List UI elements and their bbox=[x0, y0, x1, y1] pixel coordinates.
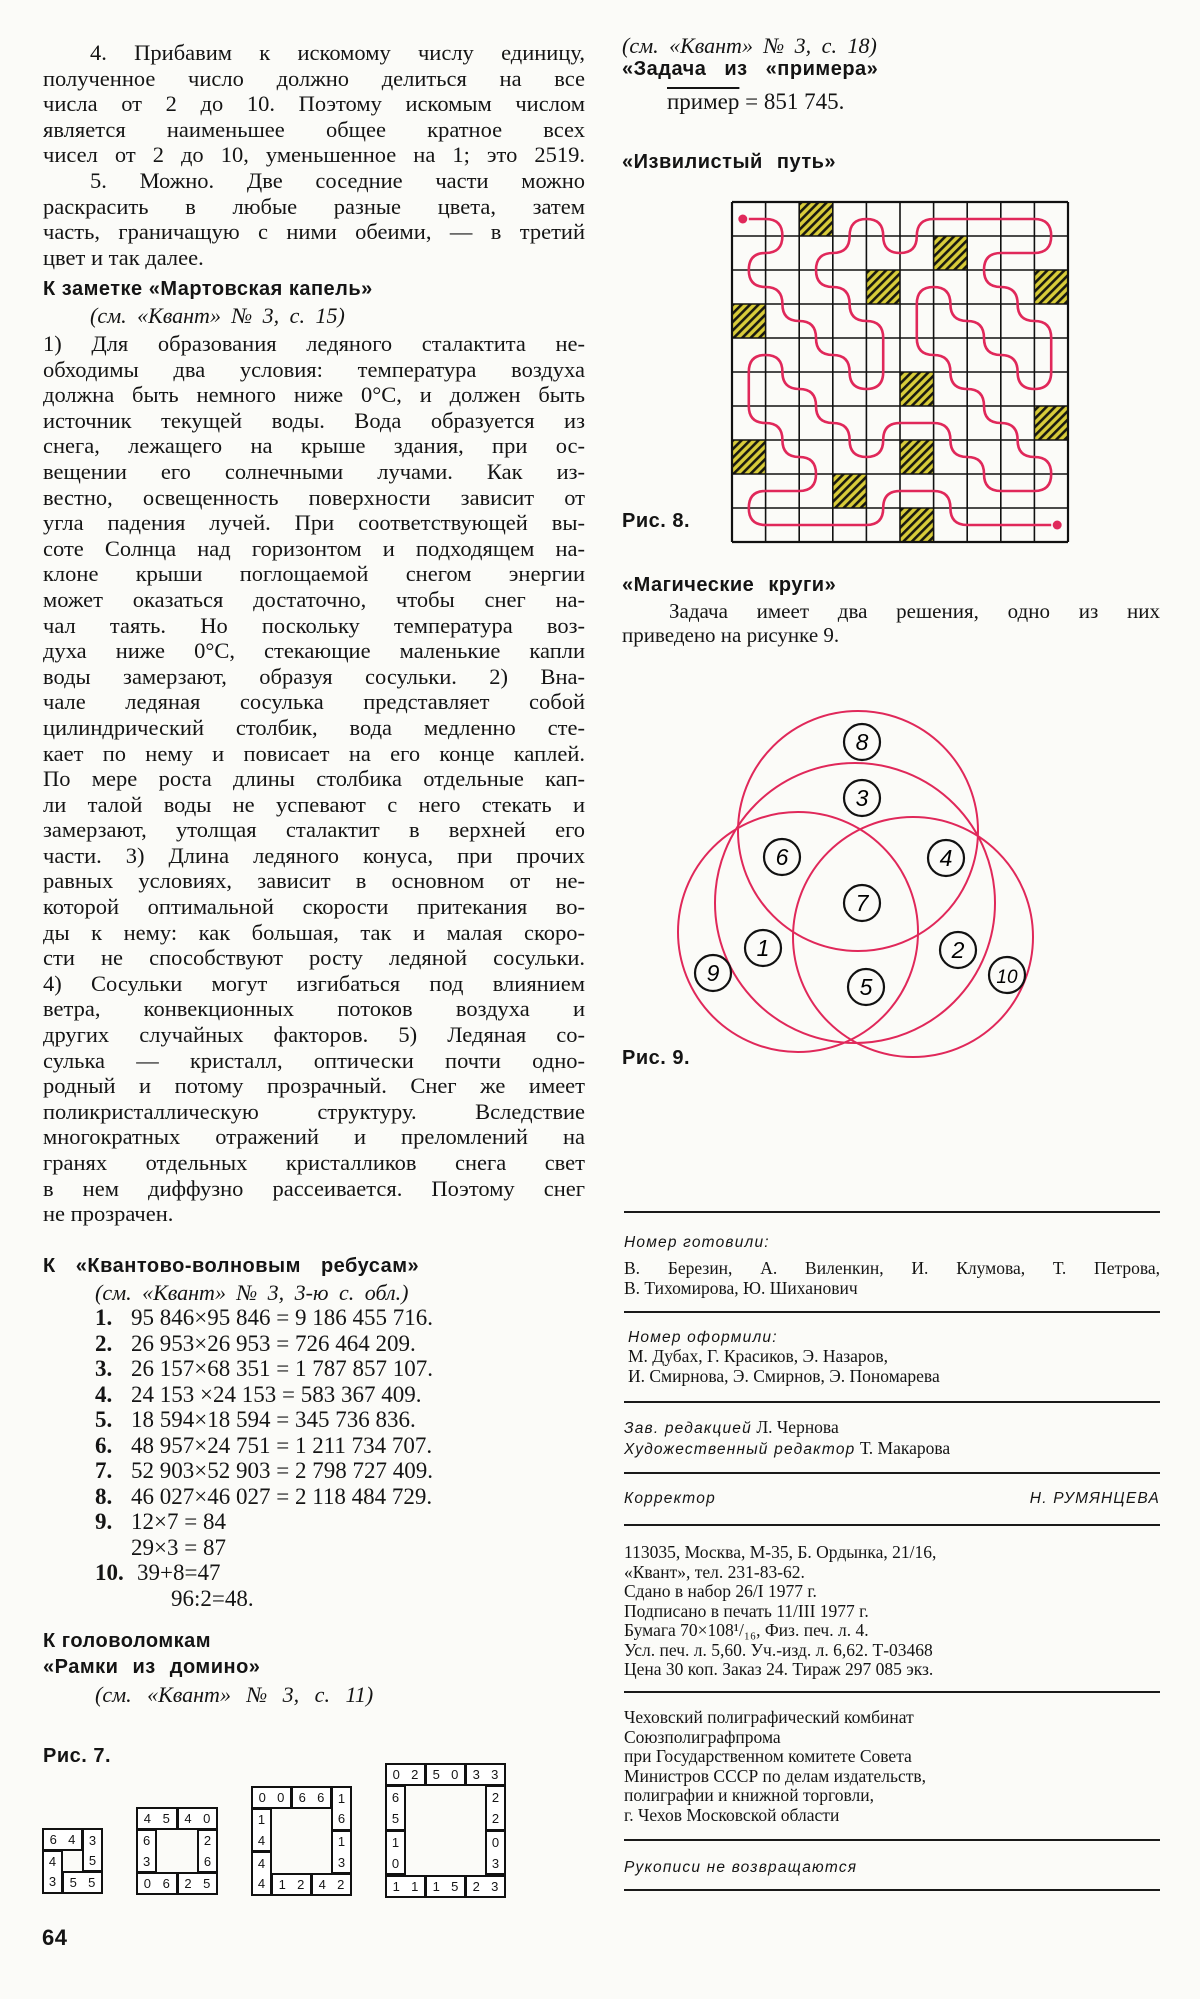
number-label: 3 bbox=[855, 785, 869, 811]
number-badge bbox=[844, 885, 880, 921]
number-label: 10 bbox=[996, 967, 1018, 988]
names-line: И. Смирнова, Э. Смирнов, Э. Пономарева bbox=[628, 1365, 940, 1386]
answer-expression: 39+8=47 bbox=[137, 1560, 221, 1585]
maze-heading: «Извилистый путь» bbox=[622, 151, 837, 173]
domino-pip-value: 2 bbox=[184, 1876, 192, 1892]
text-line: По мере роста длины столбика отдельные кап- bbox=[43, 766, 585, 792]
rebus-answer-row bbox=[95, 1560, 433, 1586]
domino-pip-value: 4 bbox=[48, 1854, 57, 1870]
domino-tile bbox=[177, 1872, 219, 1895]
domino-pip-value: 3 bbox=[48, 1874, 57, 1890]
number-badge bbox=[745, 930, 781, 966]
number-label: 4 bbox=[939, 845, 953, 871]
text-line: поликристаллическую структуру. Вследствие bbox=[43, 1098, 585, 1124]
domino-pip-value: 2 bbox=[491, 1790, 500, 1806]
rebus-answer-row bbox=[95, 1305, 433, 1331]
domino-pip-value: 1 bbox=[432, 1878, 440, 1894]
answer-expression: 18 594×18 594 = 345 736 836. bbox=[131, 1407, 416, 1432]
text-line: 1) Для образования ледяного сталактита не- bbox=[43, 331, 585, 356]
text-line: кает по нему и повисает на его конце каплей. bbox=[43, 740, 585, 766]
domino-pip-value: 4 bbox=[257, 1832, 266, 1848]
rebus-answer-row bbox=[95, 1458, 433, 1484]
prepared-label: Номер готовили: bbox=[624, 1234, 770, 1251]
shaded-cell bbox=[900, 508, 934, 542]
domino-pip-value: 0 bbox=[391, 1855, 400, 1871]
text-line: Министров СССР по делам издательств, bbox=[624, 1765, 927, 1786]
domino-pip-value: 0 bbox=[143, 1876, 152, 1892]
rebus-heading: К «Квантово-волновым ребусам» bbox=[43, 1255, 420, 1277]
number-label: 1 bbox=[756, 935, 770, 961]
text-line: чале ледяная сосулька представляет собой bbox=[43, 689, 585, 715]
text-line: вестно, освещенность поверхности зависит от bbox=[43, 484, 585, 510]
text-line: ли талой воды не успевают с него стекать и bbox=[43, 791, 585, 817]
chief-label: Зав. редакцией bbox=[624, 1420, 752, 1437]
domino-pip-value: 0 bbox=[277, 1789, 285, 1805]
text-line: приведено на рисунке 9. bbox=[622, 623, 840, 647]
rebus-answer-row bbox=[95, 1356, 433, 1382]
text-line: является наименьшее общее кратное всех bbox=[43, 116, 585, 142]
answer-number: 2. bbox=[95, 1330, 113, 1356]
number-label: 6 bbox=[775, 844, 789, 870]
rebus-answers bbox=[95, 1305, 433, 1611]
domino-tile bbox=[385, 1875, 426, 1898]
answer-expression: 48 957×24 751 = 1 211 734 707. bbox=[131, 1432, 433, 1458]
domino-pip-value: 6 bbox=[337, 1810, 346, 1826]
text-line: полученное число должно делиться на все bbox=[43, 65, 585, 91]
rebus-answer-row bbox=[95, 1484, 433, 1510]
text-line: Усл. печ. л. 5,60. Уч.-изд. л. 6,62. Т-03468 bbox=[624, 1639, 933, 1660]
kapel-citation: (см. «Квант» № 3, с. 15) bbox=[90, 303, 345, 328]
text-line: клоне крыши поглощаемой снегом энергии bbox=[43, 561, 585, 587]
shaded-cell bbox=[866, 270, 900, 304]
answer-expression: 26 157×68 351 = 1 787 857 107. bbox=[131, 1356, 433, 1381]
domino-pip-value: 2 bbox=[491, 1810, 500, 1826]
domino-pip-value: 0 bbox=[491, 1834, 500, 1850]
shaded-cell bbox=[799, 202, 833, 236]
answer-number: 7. bbox=[95, 1458, 113, 1483]
text-line: Задача имеет два решения, одно из них bbox=[669, 599, 1160, 623]
text-line: числа от 2 до 10. Поэтому искомым числом bbox=[43, 91, 585, 117]
number-badge bbox=[695, 955, 731, 991]
kapel-body bbox=[43, 331, 585, 1227]
text-line: чисел от 2 до 10, уменьшенное на 1; это 2519. bbox=[43, 142, 585, 168]
domino-pip-value: 4 bbox=[257, 1856, 266, 1872]
domino-pip-value: 5 bbox=[432, 1767, 440, 1783]
corrector-row bbox=[624, 1489, 1160, 1509]
domino-pip-value: 3 bbox=[472, 1767, 480, 1783]
domino-tile bbox=[251, 1786, 292, 1809]
maze-figure bbox=[730, 200, 1072, 546]
text-line: соте Солнца над горизонтом и подходящем на- bbox=[43, 535, 585, 561]
domino-pip-value: 5 bbox=[451, 1878, 459, 1894]
domino-tile bbox=[311, 1873, 352, 1896]
domino-pip-value: 4 bbox=[318, 1877, 326, 1893]
domino-tile bbox=[197, 1829, 218, 1874]
shaded-cell bbox=[1034, 270, 1068, 304]
text-line: ветра, конвекционных потоков воздуха и bbox=[43, 996, 585, 1022]
domino-frame bbox=[251, 1786, 351, 1895]
domino-tile bbox=[385, 1830, 406, 1876]
domino-tile bbox=[136, 1872, 178, 1895]
rebus-citation: (см. «Квант» № 3, 3-ю с. обл.) bbox=[95, 1280, 409, 1305]
text-line: Цена 30 коп. Заказ 24. Тираж 297 085 экз. bbox=[624, 1659, 934, 1679]
path-end-dot bbox=[1053, 521, 1062, 530]
text-line: замерзают, утолщая сталактит в верхней его bbox=[43, 817, 585, 843]
text-line: части. 3) Длина ледяного конуса, при прочих bbox=[43, 842, 585, 868]
answer-number: 9. bbox=[95, 1509, 113, 1534]
domino-tile bbox=[331, 1830, 352, 1875]
text-line: 113035, Москва, М-35, Б. Ордынка, 21/16, bbox=[624, 1542, 937, 1562]
text-line: г. Чехов Московской области bbox=[624, 1804, 840, 1825]
answer-number: 6. bbox=[95, 1432, 113, 1458]
domino-tile bbox=[42, 1850, 63, 1894]
domino-pip-value: 4 bbox=[68, 1831, 76, 1847]
shaded-cell bbox=[900, 372, 934, 406]
domino-pip-value: 1 bbox=[257, 1812, 266, 1828]
answer-number: 3. bbox=[95, 1356, 113, 1381]
text-line: может оказаться достаточно, чтобы снег на- bbox=[43, 586, 585, 612]
text-line: не прозрачен. bbox=[43, 1201, 174, 1227]
domino-tile bbox=[136, 1807, 178, 1830]
divider bbox=[624, 1401, 1160, 1403]
number-label: 9 bbox=[706, 960, 720, 986]
domino-pip-value: 3 bbox=[88, 1832, 97, 1848]
text-line: чал таять. Но поскольку температура воз- bbox=[43, 612, 585, 638]
domino-pip-value: 5 bbox=[88, 1852, 97, 1868]
rebus-answer-row bbox=[95, 1407, 433, 1433]
number-badge bbox=[764, 839, 800, 875]
imprint bbox=[624, 1543, 1160, 1680]
path-start-dot bbox=[738, 215, 747, 224]
domino-tile bbox=[62, 1871, 103, 1894]
domino-pip-value: 2 bbox=[297, 1877, 305, 1893]
domino-pip-value: 3 bbox=[491, 1767, 499, 1783]
shaded-cell bbox=[732, 440, 766, 474]
domino-tile bbox=[465, 1875, 506, 1898]
text-line: Союзполиграфпрома bbox=[624, 1726, 781, 1747]
answer-number: 5. bbox=[95, 1407, 113, 1432]
text-line: цвет и так далее. bbox=[43, 244, 204, 270]
rebus-answer-row bbox=[95, 1331, 433, 1357]
shaded-cell bbox=[732, 304, 766, 338]
domino-pip-value: 0 bbox=[392, 1767, 400, 1783]
domino-pip-value: 5 bbox=[88, 1875, 96, 1891]
text-line: других случайных факторов. 5) Ледяная со- bbox=[43, 1022, 585, 1048]
domino-tile bbox=[177, 1807, 219, 1830]
domino-pip-value: 2 bbox=[203, 1833, 212, 1849]
text-line: снега, лежащего на крыше здания, при ос- bbox=[43, 433, 585, 459]
answer-expression: 26 953×26 953 = 726 464 209. bbox=[131, 1330, 416, 1356]
text-line: сти не способствуют росту ледяной сосульки. bbox=[43, 945, 585, 971]
text-line: гранях отдельных кристалликов снега свет bbox=[43, 1150, 585, 1175]
answer-number: 10. bbox=[95, 1560, 124, 1585]
zadacha-answer bbox=[667, 89, 844, 115]
divider bbox=[624, 1472, 1160, 1474]
text-line: при Государственном комитете Совета bbox=[624, 1746, 912, 1766]
number-label: 7 bbox=[855, 890, 869, 916]
names-line: М. Дубах, Г. Красиков, Э. Назаров, bbox=[628, 1346, 889, 1366]
text-line: полиграфии и книжной торговли, bbox=[624, 1785, 874, 1805]
domino-pip-value: 1 bbox=[391, 1834, 400, 1850]
domino-tile bbox=[251, 1808, 272, 1853]
domino-pip-value: 2 bbox=[337, 1877, 345, 1893]
domino-heading-line2: «Рамки из домино» bbox=[43, 1656, 261, 1678]
text-line: Бумага 70×108¹/₁₆, Физ. печ. л. 4. bbox=[624, 1620, 869, 1640]
domino-pip-value: 5 bbox=[162, 1810, 170, 1826]
domino-pip-value: 6 bbox=[298, 1789, 306, 1805]
answer-number bbox=[95, 1586, 131, 1612]
designed-names bbox=[628, 1347, 1164, 1386]
domino-pip-value: 5 bbox=[203, 1876, 211, 1892]
answer-number bbox=[95, 1535, 131, 1561]
domino-pip-value: 3 bbox=[491, 1855, 500, 1871]
answer-expression: 24 153 ×24 153 = 583 367 409. bbox=[131, 1381, 422, 1407]
fig9-caption: Рис. 9. bbox=[622, 1047, 691, 1069]
domino-frame bbox=[136, 1807, 217, 1894]
number-badge bbox=[989, 957, 1025, 993]
text-line: источник текущей воды. Вода образуется из bbox=[43, 407, 585, 433]
text-line: многократных отражений и преломлений на bbox=[43, 1124, 585, 1150]
answer-expression: 95 846×95 846 = 9 186 455 716. bbox=[131, 1305, 433, 1330]
number-label: 2 bbox=[951, 937, 965, 963]
divider bbox=[624, 1524, 1160, 1526]
domino-pip-value: 6 bbox=[317, 1789, 325, 1805]
text-line: духа ниже 0°С, стекающие маленькие капли bbox=[43, 638, 585, 664]
domino-pip-value: 6 bbox=[49, 1831, 57, 1847]
number-badge bbox=[940, 932, 976, 968]
text-line: обходимы два условия: температура воздуха bbox=[43, 356, 585, 382]
domino-frame bbox=[42, 1828, 102, 1893]
number-label: 5 bbox=[859, 974, 873, 1000]
number-badge bbox=[848, 969, 884, 1005]
answers-paragraph bbox=[43, 40, 585, 270]
domino-tile bbox=[291, 1786, 332, 1809]
circles-heading: «Магические круги» bbox=[622, 574, 837, 596]
domino-pip-value: 4 bbox=[257, 1876, 266, 1892]
text-line: Сдано в набор 26/I 1977 г. bbox=[624, 1581, 817, 1601]
text-line: 4. Прибавим к искомому числу единицу, bbox=[90, 40, 585, 65]
text-line: ды к нему: как большая, так и малая скоро- bbox=[43, 919, 585, 945]
domino-pip-value: 6 bbox=[391, 1790, 400, 1806]
domino-pip-value: 5 bbox=[391, 1810, 400, 1826]
magic-circles-figure bbox=[660, 690, 1060, 1070]
number-badge bbox=[928, 840, 964, 876]
domino-pip-value: 1 bbox=[337, 1834, 346, 1850]
rebus-answer-row bbox=[95, 1535, 433, 1561]
domino-pip-value: 0 bbox=[203, 1810, 211, 1826]
number-label: 8 bbox=[855, 729, 869, 755]
chief-editor bbox=[624, 1418, 1160, 1459]
domino-tile bbox=[385, 1763, 426, 1786]
domino-pip-value: 3 bbox=[143, 1853, 151, 1869]
answer-expression: 96:2=48. bbox=[171, 1585, 254, 1611]
text-line: цилиндрический столбик, вода медленно сте- bbox=[43, 714, 585, 740]
domino-tile bbox=[485, 1785, 506, 1831]
answer-expression: 46 027×46 027 = 2 118 484 729. bbox=[131, 1483, 433, 1509]
corrector-name: Н. РУМЯНЦЕВА bbox=[1029, 1490, 1160, 1507]
domino-pip-value: 6 bbox=[162, 1876, 170, 1892]
zadacha-word: пример bbox=[667, 89, 740, 114]
kapel-heading: К заметке «Мартовская капель» bbox=[43, 278, 373, 300]
domino-pip-value: 6 bbox=[143, 1833, 151, 1849]
divider bbox=[624, 1311, 1160, 1313]
domino-tile bbox=[465, 1763, 506, 1786]
domino-tile bbox=[136, 1829, 157, 1874]
text-line: Чеховский полиграфический комбинат bbox=[624, 1707, 914, 1727]
text-line: должна быть немного ниже 0°С, и должен быть bbox=[43, 382, 585, 408]
answer-expression: 12×7 = 84 bbox=[131, 1509, 226, 1534]
text-line: угла падения лучей. При соответствующей вы- bbox=[43, 510, 585, 536]
text-line: 5. Можно. Две соседние части можно bbox=[90, 167, 585, 193]
domino-pip-value: 1 bbox=[411, 1878, 419, 1894]
domino-pip-value: 2 bbox=[411, 1767, 419, 1783]
domino-pip-value: 2 bbox=[472, 1878, 480, 1894]
zadacha-heading: «Задача из «примера» bbox=[622, 58, 879, 80]
text-line: раскрасить в любые разные цвета, затем bbox=[43, 193, 585, 219]
names-line: В. Березин, А. Виленкин, И. Клумова, Т. Петрова, bbox=[624, 1258, 1160, 1278]
names-line: В. Тихомирова, Ю. Шиханович bbox=[624, 1277, 858, 1298]
domino-tile bbox=[425, 1875, 466, 1898]
domino-tile bbox=[485, 1830, 506, 1876]
number-badge bbox=[844, 780, 880, 816]
circles-text bbox=[622, 599, 1160, 647]
text-line: 4) Сосульки могут изгибаться под влиянием bbox=[43, 970, 585, 996]
text-line: родный и потому прозрачный. Снег же имеет bbox=[43, 1073, 585, 1099]
text-line: часть, граничащую с ними обеими, — в третий bbox=[43, 219, 585, 245]
domino-frame bbox=[385, 1763, 505, 1897]
domino-pip-value: 4 bbox=[184, 1810, 192, 1826]
manuscripts-note: Рукописи не возвращаются bbox=[624, 1859, 858, 1876]
text-line: равных условиях, зависит в основном от не- bbox=[43, 868, 585, 894]
fig8-caption: Рис. 8. bbox=[622, 510, 691, 532]
shaded-cell bbox=[934, 236, 968, 270]
domino-pip-value: 1 bbox=[278, 1877, 286, 1893]
domino-pip-value: 3 bbox=[337, 1854, 346, 1870]
divider bbox=[624, 1839, 1160, 1841]
chief-name: Л. Чернова bbox=[756, 1417, 839, 1437]
domino-tile bbox=[42, 1828, 83, 1851]
designed-label: Номер оформили: bbox=[628, 1329, 778, 1346]
art-editor-name: Т. Макарова bbox=[859, 1437, 951, 1458]
text-line: «Квант», тел. 231-83-62. bbox=[624, 1561, 805, 1582]
divider bbox=[624, 1889, 1160, 1891]
domino-pip-value: 6 bbox=[203, 1853, 212, 1869]
domino-tile bbox=[425, 1763, 466, 1786]
shaded-cell bbox=[1034, 406, 1068, 440]
corrector-label: Корректор bbox=[624, 1490, 716, 1507]
text-line: вещении его солнечными лучами. Как из- bbox=[43, 458, 585, 484]
page-number: 64 bbox=[42, 1925, 68, 1950]
number-badge bbox=[844, 724, 880, 760]
text-line: воды замерзают, образуя сосульки. 2) Вна- bbox=[43, 663, 585, 689]
domino-pip-value: 1 bbox=[337, 1790, 346, 1806]
domino-pip-value: 0 bbox=[258, 1789, 266, 1805]
text-line: которой оптимальной скорости притекания во- bbox=[43, 894, 585, 920]
domino-tile bbox=[331, 1786, 352, 1831]
divider bbox=[624, 1691, 1160, 1693]
domino-pip-value: 5 bbox=[69, 1875, 77, 1891]
answer-number: 4. bbox=[95, 1381, 113, 1407]
domino-pip-value: 4 bbox=[143, 1810, 152, 1826]
shaded-cell bbox=[833, 474, 867, 508]
domino-heading-line1: К головоломкам bbox=[43, 1630, 212, 1652]
text-line: в нем диффузно рассеивается. Поэтому снег bbox=[43, 1175, 585, 1201]
divider bbox=[624, 1211, 1160, 1213]
answer-expression: 52 903×52 903 = 2 798 727 409. bbox=[131, 1458, 433, 1483]
domino-tile bbox=[385, 1785, 406, 1831]
text-line: Подписано в печать 11/III 1977 г. bbox=[624, 1600, 869, 1621]
printer-info bbox=[624, 1708, 1160, 1825]
rebus-answer-row bbox=[95, 1433, 433, 1459]
domino-pip-value: 3 bbox=[491, 1878, 499, 1894]
rebus-answer-row bbox=[95, 1586, 433, 1612]
answer-expression: 29×3 = 87 bbox=[131, 1534, 226, 1560]
rebus-answer-row bbox=[95, 1382, 433, 1408]
zadacha-value: = 851 745. bbox=[739, 89, 845, 114]
domino-tile bbox=[82, 1828, 103, 1872]
shaded-cell bbox=[900, 440, 934, 474]
rebus-answer-row bbox=[95, 1509, 433, 1535]
answer-number: 8. bbox=[95, 1483, 113, 1509]
zadacha-citation: (см. «Квант» № 3, с. 18) bbox=[622, 33, 877, 58]
prepared-names bbox=[624, 1259, 1160, 1298]
domino-tile bbox=[251, 1851, 272, 1896]
fig7-caption: Рис. 7. bbox=[43, 1745, 112, 1767]
domino-tile bbox=[271, 1873, 312, 1896]
text-line: сулька — кристалл, оптически почти одно- bbox=[43, 1047, 585, 1073]
domino-pip-value: 1 bbox=[392, 1878, 400, 1894]
art-editor-label: Художественный редактор bbox=[624, 1440, 856, 1458]
answer-number: 1. bbox=[95, 1305, 113, 1330]
domino-pip-value: 0 bbox=[451, 1767, 459, 1783]
domino-citation: (см. «Квант» № 3, с. 11) bbox=[95, 1682, 374, 1707]
